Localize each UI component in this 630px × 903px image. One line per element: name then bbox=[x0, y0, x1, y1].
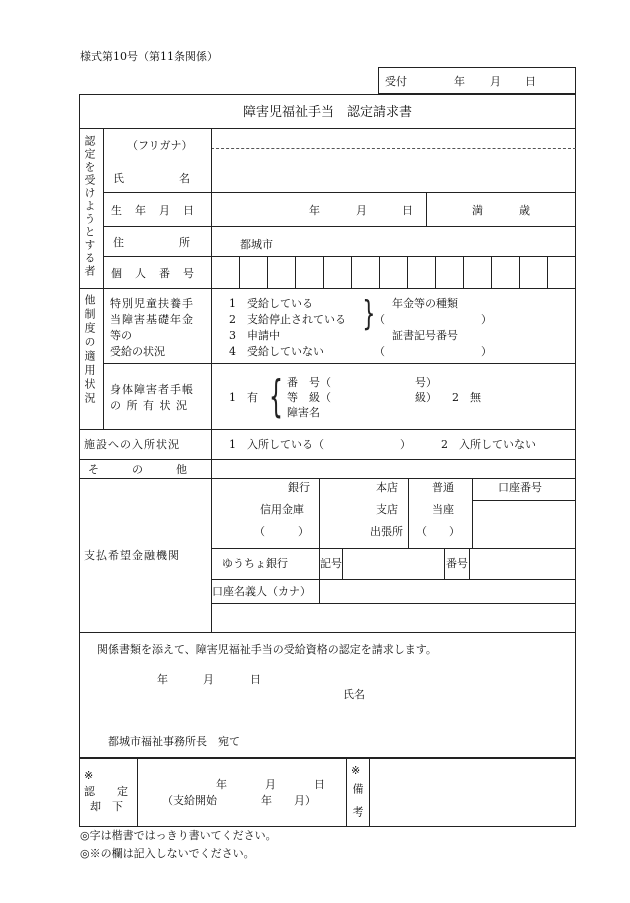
receipt-day: 日 bbox=[525, 75, 536, 88]
rule bbox=[79, 478, 576, 479]
pension-option-1: 1 受給している bbox=[229, 297, 313, 310]
rule bbox=[211, 288, 212, 478]
rule bbox=[103, 192, 576, 193]
bango-label: 番号 bbox=[446, 557, 468, 570]
remarks-label: 備考 bbox=[351, 783, 364, 829]
cert-paren-open: （ bbox=[374, 345, 385, 358]
rule bbox=[342, 548, 343, 579]
rule bbox=[472, 500, 576, 501]
rule bbox=[351, 256, 352, 288]
mynumber-label: 個 人 番 号 bbox=[111, 267, 195, 280]
birth-label: 生 年 月 日 bbox=[111, 204, 195, 217]
rule bbox=[319, 579, 320, 603]
handbook-no: 2 無 bbox=[452, 391, 481, 404]
request-addressee: 都城市福祉事務所長 宛て bbox=[108, 735, 240, 748]
rule bbox=[79, 288, 576, 289]
toza-label: 当座 bbox=[432, 503, 454, 516]
bank-label: 銀行 bbox=[288, 481, 310, 494]
branch-label: 支店 bbox=[376, 503, 398, 516]
pension-brace: } bbox=[362, 294, 376, 334]
birth-day: 日 bbox=[402, 204, 413, 217]
rule bbox=[469, 548, 470, 579]
request-day: 日 bbox=[250, 673, 261, 686]
handbook-number: 番 号（ bbox=[287, 376, 331, 389]
rule bbox=[408, 478, 409, 548]
sub-office-label: 出張所 bbox=[370, 525, 403, 538]
receipt-year: 年 bbox=[454, 75, 465, 88]
note-2: ◎※の欄は記入しないでください。 bbox=[80, 847, 255, 860]
rule bbox=[103, 128, 104, 288]
address-label: 住 所 bbox=[113, 236, 190, 249]
receipt-box bbox=[378, 67, 576, 94]
pension-type-label: 年金等の種類 bbox=[392, 297, 458, 310]
bank-paren: （ ） bbox=[254, 525, 309, 538]
rule bbox=[103, 256, 576, 257]
account-type-paren: （ ） bbox=[416, 525, 460, 538]
cert-paren-close: ） bbox=[481, 345, 492, 358]
facility-opt1: 1 入所している（ bbox=[229, 438, 324, 451]
rule bbox=[239, 256, 240, 288]
pension-option-2: 2 支給停止されている bbox=[229, 313, 346, 326]
facility-opt1-close: ） bbox=[400, 438, 411, 451]
rule bbox=[267, 256, 268, 288]
receipt-month: 月 bbox=[490, 75, 501, 88]
rule bbox=[346, 758, 347, 827]
request-month: 月 bbox=[203, 673, 214, 686]
age-unit: 歳 bbox=[519, 204, 530, 217]
furigana-label: （フリガナ） bbox=[127, 139, 193, 152]
office-start: （支給開始 年 月） bbox=[162, 794, 316, 807]
rule bbox=[319, 478, 320, 548]
head-office-label: 本店 bbox=[376, 481, 398, 494]
handbook-grade-close: 級） bbox=[415, 391, 437, 404]
rule bbox=[444, 548, 445, 579]
pension-type-paren-close: ） bbox=[481, 313, 492, 326]
office-year: 年 bbox=[216, 778, 227, 791]
rule bbox=[369, 758, 370, 827]
rule bbox=[211, 579, 576, 580]
furigana-rule bbox=[211, 148, 576, 149]
cert-label: 証書記号番号 bbox=[392, 329, 458, 342]
pension-label-3: 等の bbox=[110, 329, 132, 342]
rule bbox=[407, 256, 408, 288]
other-system-section-label: 他制度の適用状況 bbox=[83, 294, 96, 406]
rule bbox=[547, 256, 548, 288]
applicant-section-label: 認定を受けようとする者 bbox=[83, 135, 96, 278]
handbook-disability: 障害名 bbox=[287, 406, 320, 419]
rule bbox=[79, 632, 576, 633]
rule bbox=[103, 363, 576, 364]
other-label: そ の 他 bbox=[88, 463, 187, 476]
yucho-label: ゆうちょ銀行 bbox=[222, 557, 288, 570]
name-label: 氏 名 bbox=[113, 172, 190, 185]
rule bbox=[379, 256, 380, 288]
age-label: 満 bbox=[472, 204, 483, 217]
office-day: 日 bbox=[314, 778, 325, 791]
form-title: 障害児福祉手当 認定請求書 bbox=[242, 105, 412, 120]
rule bbox=[137, 758, 138, 827]
rule bbox=[211, 478, 212, 632]
account-holder-label: 口座名義人（カナ） bbox=[212, 585, 311, 598]
bank-section-label: 支払希望金融機関 bbox=[84, 549, 180, 562]
form-frame bbox=[79, 94, 576, 758]
rule bbox=[211, 603, 576, 604]
rule bbox=[103, 226, 576, 227]
birth-year: 年 bbox=[309, 204, 320, 217]
birth-month: 月 bbox=[356, 204, 367, 217]
handbook-label-2: の 所 有 状 況 bbox=[110, 399, 188, 412]
office-nintei: 認 定 bbox=[84, 785, 128, 798]
office-mark: ※ bbox=[84, 769, 94, 782]
rule bbox=[519, 256, 520, 288]
handbook-grade: 等 級（ bbox=[287, 391, 331, 404]
handbook-yes: 1 有 bbox=[229, 391, 258, 404]
rule bbox=[472, 478, 473, 548]
rule bbox=[323, 256, 324, 288]
pension-label-4: 受給の状況 bbox=[110, 345, 165, 358]
handbook-brace: { bbox=[269, 371, 283, 422]
pension-label-2: 当障害基礎年金 bbox=[110, 313, 194, 326]
rule bbox=[295, 256, 296, 288]
request-year: 年 bbox=[157, 673, 168, 686]
shinkin-label: 信用金庫 bbox=[260, 503, 304, 516]
rule bbox=[426, 192, 427, 226]
kigo-label: 記号 bbox=[320, 557, 342, 570]
pension-option-3: 3 申請中 bbox=[229, 329, 280, 342]
rule bbox=[491, 256, 492, 288]
rule bbox=[211, 148, 212, 288]
form-number: 様式第10号（第11条関係） bbox=[80, 50, 218, 63]
account-number-label: 口座番号 bbox=[498, 481, 542, 494]
futsu-label: 普通 bbox=[432, 481, 454, 494]
pension-label-1: 特別児童扶養手 bbox=[110, 297, 194, 310]
note-1: ◎字は楷書ではっきり書いてください。 bbox=[80, 829, 277, 842]
office-kyakka: 却 下 bbox=[90, 800, 123, 813]
address-value: 都城市 bbox=[240, 238, 273, 251]
rule bbox=[463, 256, 464, 288]
request-name-label: 氏名 bbox=[343, 688, 365, 701]
rule bbox=[103, 288, 104, 429]
rule bbox=[211, 548, 576, 549]
rule bbox=[211, 128, 212, 148]
request-text: 関係書類を添えて、障害児福祉手当の受給資格の認定を請求します。 bbox=[97, 643, 437, 656]
office-use-box bbox=[79, 758, 576, 827]
rule bbox=[79, 429, 576, 430]
handbook-number-close: 号） bbox=[415, 376, 437, 389]
rule bbox=[79, 459, 576, 460]
office-month: 月 bbox=[265, 778, 276, 791]
pension-type-paren-open: （ bbox=[374, 313, 385, 326]
rule bbox=[435, 256, 436, 288]
pension-option-4: 4 受給していない bbox=[229, 345, 324, 358]
facility-opt2: 2 入所していない bbox=[441, 438, 536, 451]
facility-label: 施設への入所状況 bbox=[84, 438, 180, 451]
remarks-mark: ※ bbox=[351, 764, 361, 777]
handbook-label-1: 身体障害者手帳 bbox=[110, 383, 194, 396]
receipt-label: 受付 bbox=[385, 75, 407, 88]
rule bbox=[79, 128, 576, 129]
